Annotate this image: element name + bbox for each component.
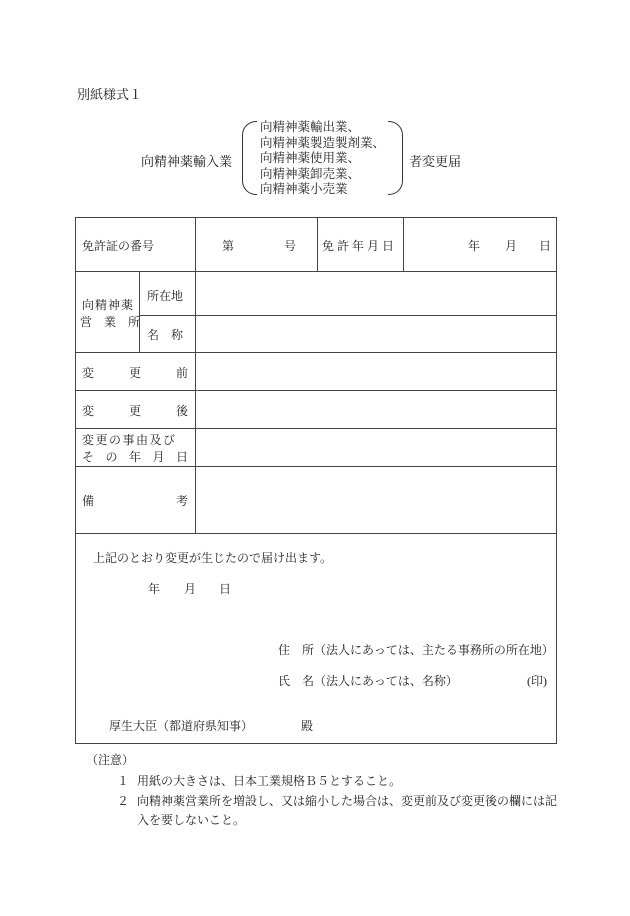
form-id: 別紙様式１ [77, 87, 143, 102]
decl-month: 月 [184, 582, 197, 596]
decl-year: 年 [148, 582, 161, 596]
label-char: 変 [82, 366, 95, 380]
label-char: の [105, 450, 118, 464]
divider [139, 271, 140, 352]
right-bracket [388, 121, 403, 195]
note-text: 向精神薬営業所を増設し、又は縮小した場合は、変更前及び変更後の欄には記 [137, 794, 558, 808]
label-char: 前 [175, 366, 188, 380]
go-text: 号 [284, 239, 297, 253]
applicant-name-label: 氏 名 [278, 674, 315, 688]
after-label [82, 402, 188, 419]
title-right: 者変更届 [409, 154, 462, 169]
label-char: 月 [152, 450, 165, 464]
title-option: 向精神薬卸売業、 [260, 166, 361, 181]
office-label-1: 向精神薬 [82, 298, 135, 312]
title-left: 向精神薬輸入業 [141, 154, 233, 169]
divider [75, 533, 557, 534]
label-char: 変 [82, 404, 95, 418]
label-char: 考 [175, 494, 188, 508]
addressee: 厚生大臣（都道府県知事） [109, 719, 254, 733]
notes-heading: （注意） [86, 753, 135, 767]
divider [317, 217, 318, 271]
remarks-field[interactable] [196, 467, 556, 533]
location-label: 所在地 [147, 289, 184, 303]
note-number: ２ [117, 794, 130, 808]
before-label [82, 364, 188, 381]
honorific: 殿 [301, 719, 314, 733]
location-field[interactable] [196, 272, 556, 315]
after-field[interactable] [196, 391, 556, 428]
title-option: 向精神薬製造製剤業、 [260, 135, 386, 150]
title-options [260, 120, 385, 198]
note-number: １ [117, 774, 130, 788]
note-text: 用紙の大きさは、日本工業規格Ｂ５とすること。 [137, 774, 402, 788]
address-label: 住 所 [278, 643, 315, 657]
label-char: 日 [175, 450, 188, 464]
declaration-statement: 上記のとおり変更が生じたので届け出ます。 [93, 551, 333, 565]
label-char: 更 [128, 404, 141, 418]
label-char: そ [82, 450, 95, 464]
license-number-label: 免許証の番号 [82, 239, 155, 253]
title-option: 向精神薬小売業 [260, 182, 348, 196]
remarks-label [82, 492, 188, 509]
year-text: 年 [468, 239, 481, 253]
name-note: （法人にあっては、名称） [314, 674, 458, 688]
title-option: 向精神薬使用業、 [260, 151, 361, 165]
name-line [278, 672, 458, 689]
seal-mark: (印) [527, 674, 547, 688]
address-note: （法人にあっては、主たる事務所の所在地） [314, 643, 554, 657]
left-bracket [242, 121, 257, 195]
label-char: 備 [82, 494, 95, 508]
name-field[interactable] [196, 316, 556, 352]
address-line [278, 641, 554, 658]
office-label-2: 営 業 所 [80, 315, 141, 329]
title-option: 向精神薬輸出業、 [260, 120, 361, 134]
label-char: 更 [128, 366, 141, 380]
reason-label-2 [82, 448, 188, 465]
reason-label-1: 変更の事由及び [82, 433, 177, 447]
before-field[interactable] [196, 353, 556, 390]
label-char: 後 [175, 404, 188, 418]
decl-day: 日 [219, 582, 232, 596]
day-text: 日 [539, 239, 552, 253]
reason-field[interactable] [196, 429, 556, 466]
label-char: 年 [128, 450, 141, 464]
month-text: 月 [505, 239, 518, 253]
note-text-continued: 入を要しないこと。 [137, 813, 246, 827]
dai-text: 第 [222, 239, 235, 253]
divider [403, 217, 404, 271]
license-date-label: 免 許 年 月 日 [322, 239, 395, 253]
name-label: 名 称 [147, 328, 184, 342]
